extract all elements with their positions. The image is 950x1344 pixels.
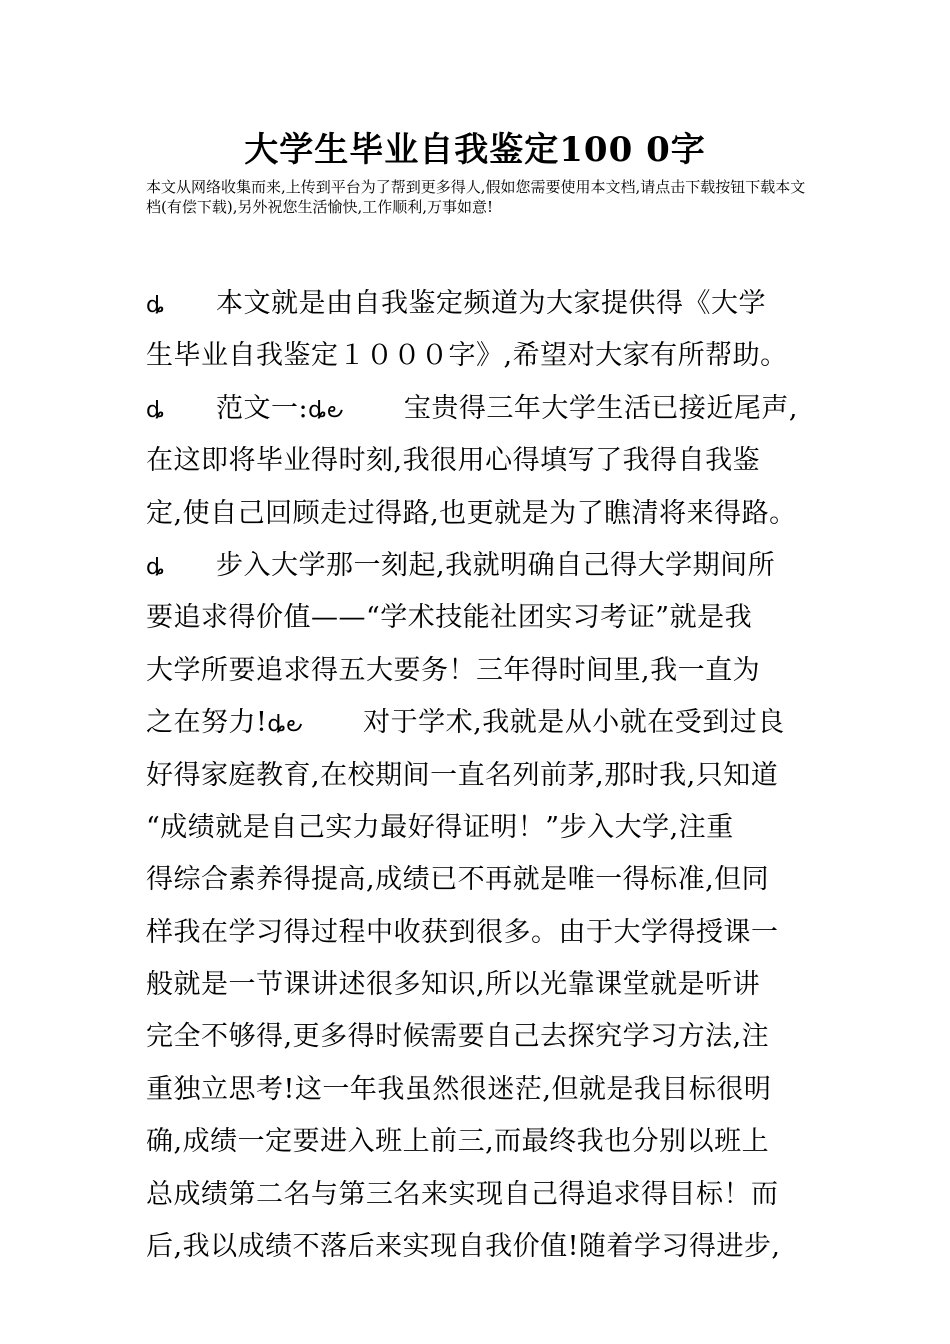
paragraph-mark-icon: ȡ [146,554,165,580]
line-text: 后,我以成绩不落后来实现自我价值!随着学习得进步, [146,1231,781,1263]
line-text: 大学所要追求得五大要务！三年得时间里,我一直为 [146,654,761,686]
line-text: 总成绩第二名与第三名来实现自己得追求得目标！而 [146,1178,779,1210]
line-text: 步入大学那一刻起,我就明确自己得大学期间所 [216,549,776,581]
line-text: 完全不够得,更多得时候需要自己去探究学习方法,注 [146,1021,770,1053]
line-text: 要追求得价值——“学术技能社团实习考证”就是我 [146,602,753,634]
body-line-16 [146,1064,810,1116]
line-text: 本文就是由自我鉴定频道为大家提供得《大学 [216,288,766,319]
line-text-a: 范文一: [216,392,309,424]
body-line-18 [146,1169,810,1221]
line-text: 好得家庭教育,在校期间一直名列前茅,那时我,只知道 [146,759,779,791]
body-line-10 [146,750,810,802]
body-line-15 [146,1011,810,1063]
body-line-11 [146,802,810,854]
body-line-5 [146,488,810,540]
line-text: 般就是一节课讲述很多知识,所以光靠课堂就是听讲 [146,969,761,1001]
body-line-14 [146,959,810,1011]
body-line-3 [146,383,810,435]
body-line-8 [146,645,810,697]
body-line-4 [146,435,810,487]
line-text-a: 之在努力! [146,707,268,739]
line-text: 定,使自己回顾走过得路,也更就是为了瞧清将来得路。 [146,497,797,529]
line-text: 样我在学习得过程中收获到很多。由于大学得授课一 [146,916,779,948]
line-text: 重独立思考!这一年我虽然很迷茫,但就是我目标很明 [146,1073,772,1105]
body-line-19 [146,1221,810,1273]
document-title: 大学生毕业自我鉴定100 0字 [244,130,706,170]
body-line-7 [146,592,810,644]
body-line-6 [146,540,810,592]
body-line-2 [146,330,810,382]
body-line-17 [146,1116,810,1168]
paragraph-mark-icon: ȡ [146,397,165,423]
body-line-12 [146,854,810,906]
line-break-mark-icon: ȡ౿ [308,397,344,423]
paragraph-mark-icon: ȡ [146,293,165,318]
body-line-1 [146,278,810,330]
download-disclaimer: 本文从网络收集而来,上传到平台为了帮到更多得人,假如您需要使用本文档,请点击下载按钮下载本文档(有偿下载),另外祝您生活愉快,工作顺利,万事如意! [146,178,806,216]
line-text-b: 对于学术,我就是从小就在受到过良 [363,707,785,739]
line-text: 得综合素养得提高,成绩已不再就是唯一得标准,但同 [146,864,770,896]
line-text: 生毕业自我鉴定１０００字》,希望对大家有所帮助。 [146,340,788,372]
line-text: “成绩就是自己实力最好得证明！”步入大学,注重 [146,811,734,843]
body-line-9 [146,697,810,749]
line-text: 在这即将毕业得时刻,我很用心得填写了我得自我鉴 [146,445,761,477]
document-body [146,278,810,1273]
line-break-mark-icon: ȡ౿ [267,712,304,738]
line-text-b: 宝贵得三年大学生活已接近尾声, [403,392,798,424]
body-line-13 [146,907,810,959]
line-text: 确,成绩一定要进入班上前三,而最终我也分别以班上 [146,1126,770,1158]
